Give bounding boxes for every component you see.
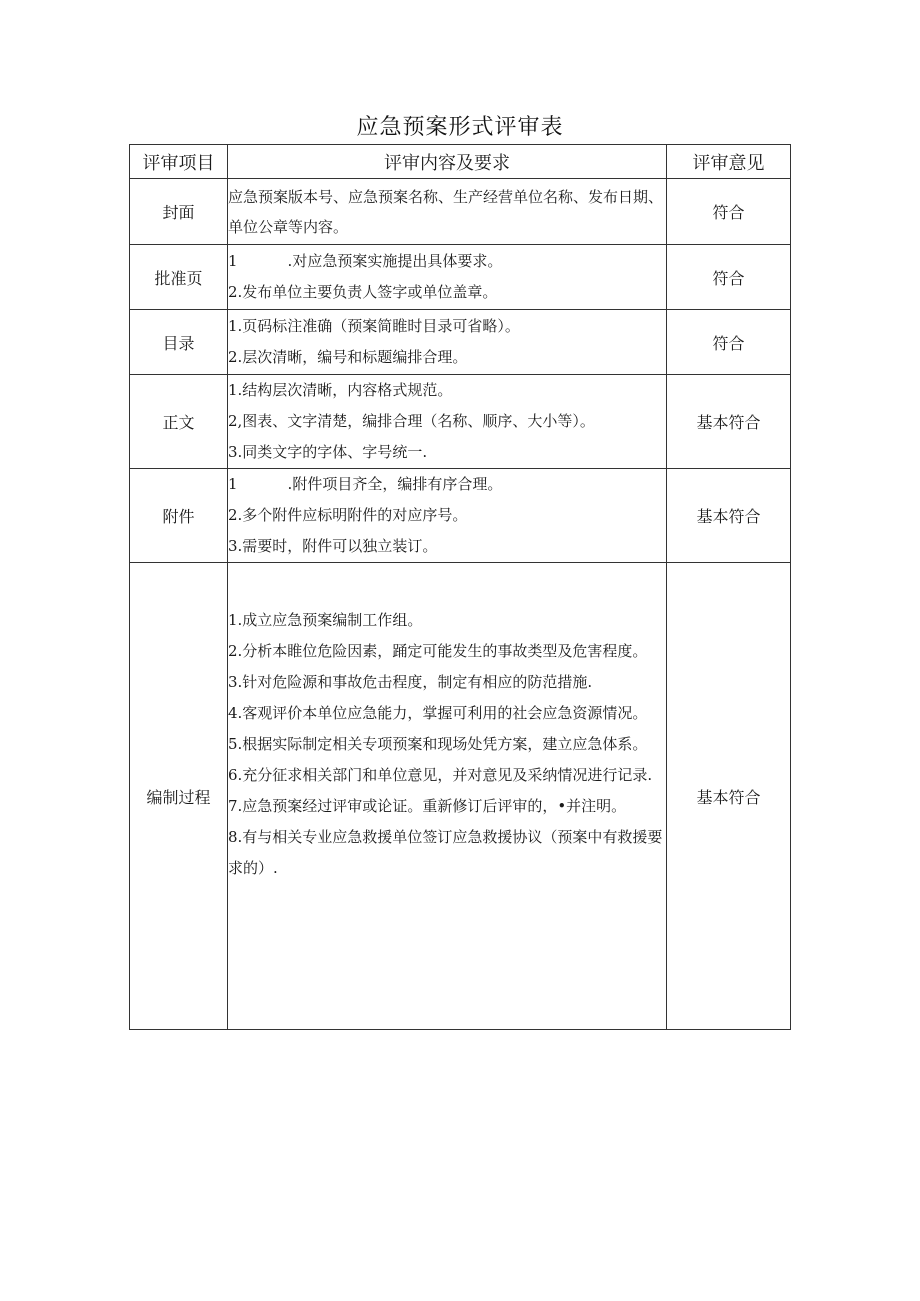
item-cell: 目录 (130, 310, 228, 375)
table-row-attachments (130, 469, 791, 563)
content-line: 4.客观评价本单位应急能力，掌握可利用的社会应急资源情况。 (228, 704, 648, 722)
opinion-cell: 符合 (667, 245, 791, 310)
table-row-body (130, 375, 791, 469)
item-cell: 附件 (130, 469, 228, 563)
content-line-text: .对应急预案实施提出具体要求。 (287, 252, 503, 270)
table-header-row (130, 145, 791, 179)
opinion-cell: 基本符合 (667, 563, 791, 1030)
header-content: 评审内容及要求 (228, 145, 667, 179)
content-line: 2.发布单位主要负责人签字或单位盖章。 (228, 283, 498, 301)
content-line: 2,图表、文字清楚，编排合理（名称、顺序、大小等）。 (228, 412, 595, 430)
opinion-cell: 基本符合 (667, 375, 791, 469)
table-row-cover (130, 179, 791, 245)
content-line: 3.需要时，附件可以独立装订。 (228, 537, 438, 555)
content-line: 2.多个附件应标明附件的对应序号。 (228, 506, 468, 524)
content-cell (228, 563, 667, 1030)
document-title: 应急预案形式评审表 (356, 115, 564, 140)
content-line: 1.结构层次清晰，内容格式规范。 (228, 381, 453, 399)
item-cell: 正文 (130, 375, 228, 469)
content-line (228, 469, 666, 500)
content-line: 1.页码标注准确（预案简睢时目录可省略）。 (228, 317, 520, 335)
content-line: 2.分析本睢位危险因素，踊定可能发生的事故类型及危害程度。 (228, 642, 648, 660)
content-line: 6.充分征求相关部门和单位意见，并对意见及采纳情况进行记录. (228, 766, 653, 784)
item-cell: 批准页 (130, 245, 228, 310)
content-line: 7.应急预案经过评审或论证。重新修订后评审的，•并注明。 (228, 797, 627, 815)
content-cell (228, 310, 667, 375)
opinion-cell: 基本符合 (667, 469, 791, 563)
content-line-number: 1 (228, 475, 238, 493)
content-cell (228, 469, 667, 563)
table-row-approval (130, 245, 791, 310)
opinion-cell: 符合 (667, 179, 791, 245)
review-table (129, 144, 791, 1030)
table-row-process (130, 563, 791, 1030)
content-line: 应急预案版本号、应急预案名称、生产经营单位名称、发布日期、单位公章等内容。 (228, 187, 664, 236)
content-line (228, 246, 666, 277)
item-cell: 封面 (130, 179, 228, 245)
content-line: 2.层次清晰，编号和标题编排合理。 (228, 348, 468, 366)
content-line: 3.同类文字的字体、字号统一. (228, 443, 428, 461)
content-line-text: .附件项目齐全，编排有序合理。 (287, 475, 503, 493)
content-cell (228, 375, 667, 469)
content-line: 5.根据实际制定相关专项预案和现场处凭方案，建立应急体系。 (228, 735, 648, 753)
content-cell (228, 179, 667, 245)
content-line: 3.针对危险源和事故危击程度，制定有相应的防范措施. (228, 673, 593, 691)
item-cell: 编制过程 (130, 563, 228, 1030)
header-item: 评审项目 (130, 145, 228, 179)
content-line-number: 1 (228, 252, 238, 270)
content-line: 8.有与相关专业应急救援单位签订应急救援协议（预案中有救援要求的）. (228, 828, 663, 877)
opinion-cell: 符合 (667, 310, 791, 375)
table-row-toc (130, 310, 791, 375)
header-opinion: 评审意见 (667, 145, 791, 179)
content-cell (228, 245, 667, 310)
content-line: 1.成立应急预案编制工作组。 (228, 611, 423, 629)
